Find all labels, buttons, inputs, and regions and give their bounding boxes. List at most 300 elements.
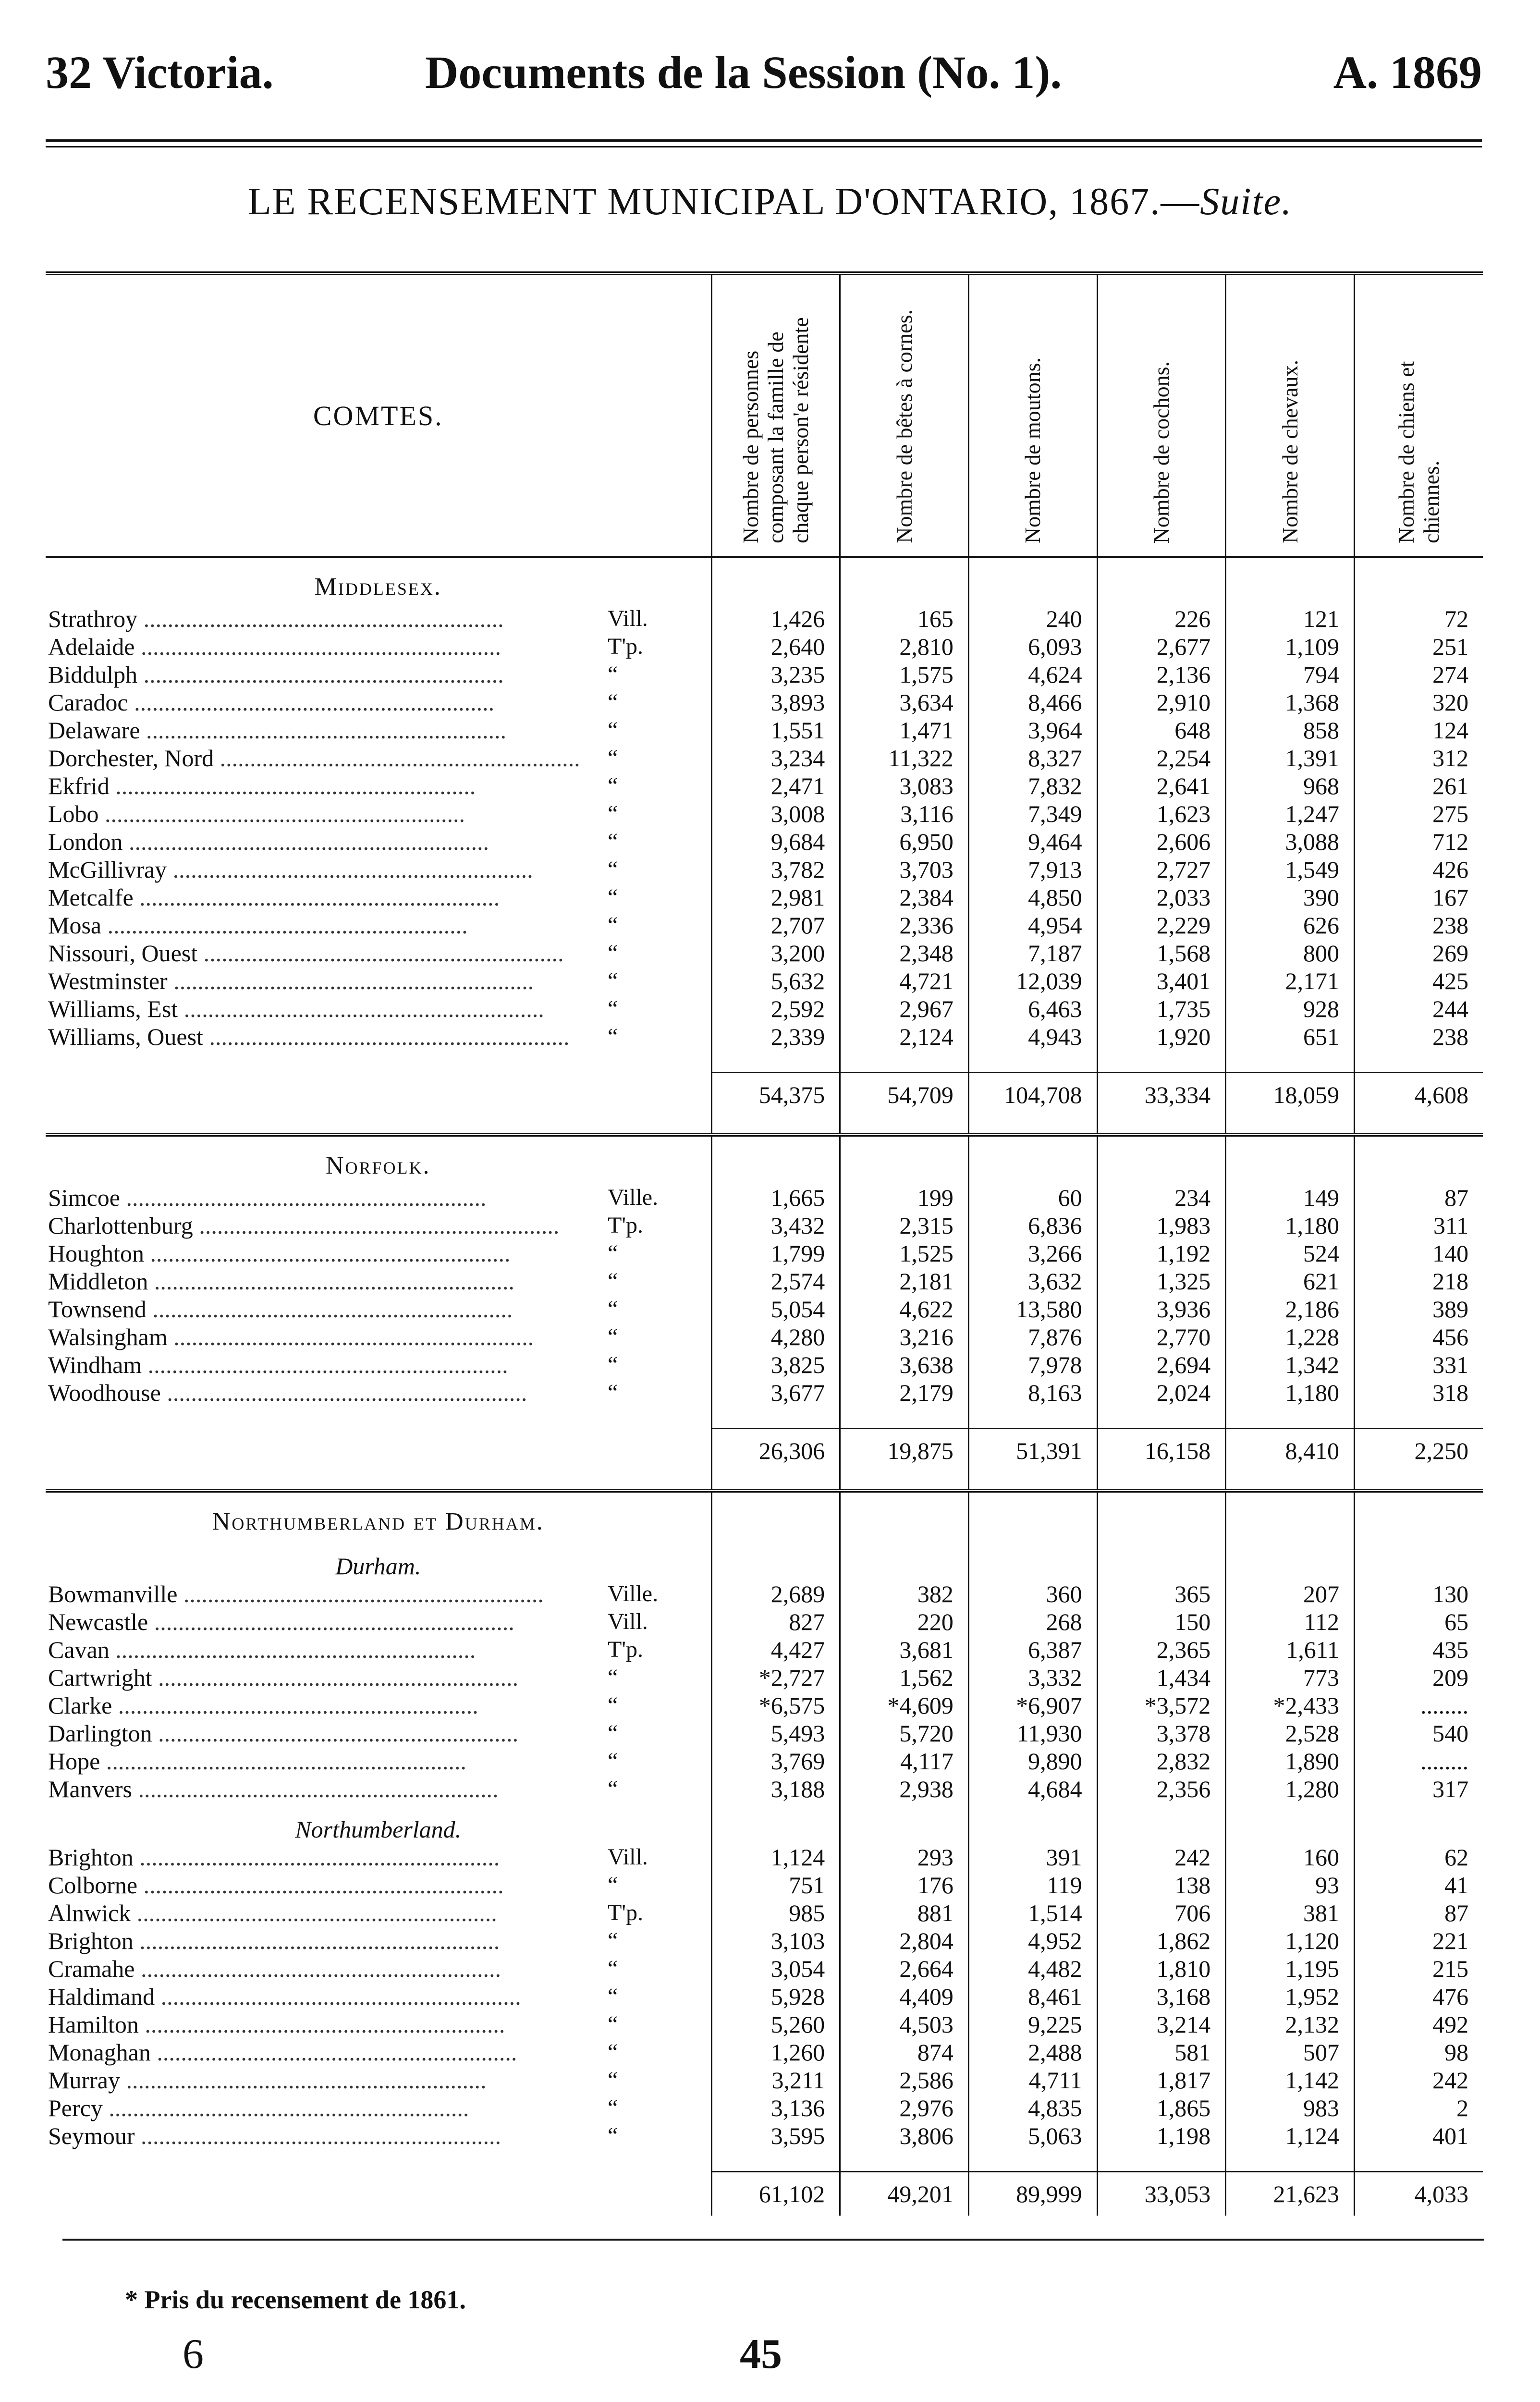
table-cell-value: 389 xyxy=(1354,1295,1483,1323)
table-cell-value: 4,117 xyxy=(840,1747,969,1775)
municipality-name: Charlottenburg xyxy=(48,1212,193,1239)
table-cell-empty xyxy=(1097,1491,1226,1540)
table-cell-type: T'p. xyxy=(608,1637,643,1662)
table-row xyxy=(46,1747,1483,1775)
table-cell-name: Dorchester, Nord ............................................................ xyxy=(48,745,580,772)
table-cell-name: Colborne ............................................................ xyxy=(48,1872,504,1899)
table-cell-value: 492 xyxy=(1354,2010,1483,2038)
table-cell-empty xyxy=(711,1540,840,1580)
table-cell-value: 2,024 xyxy=(1097,1379,1226,1407)
table-cell-empty xyxy=(1097,2150,1226,2172)
table-cell-value: 165 xyxy=(840,605,969,633)
table-cell-value: 2,586 xyxy=(840,2066,969,2094)
municipality-name: Townsend xyxy=(48,1296,147,1323)
table-cell-empty xyxy=(1226,557,1355,605)
header-right: A. 1869 xyxy=(1333,47,1482,98)
table-cell-empty xyxy=(1097,1116,1226,1135)
table-cell-name: Darlington ............................................................ xyxy=(48,1720,519,1747)
municipality-name: Cavan xyxy=(48,1636,110,1663)
table-row xyxy=(46,2038,1483,2066)
table-cell-value: 2,136 xyxy=(1097,661,1226,688)
total-row xyxy=(46,2172,1483,2216)
table-cell-value: 2,677 xyxy=(1097,633,1226,661)
table-cell-type: “ xyxy=(608,1240,618,1266)
table-row xyxy=(46,688,1483,716)
table-cell-value: 226 xyxy=(1097,605,1226,633)
table-cell-value: 435 xyxy=(1354,1636,1483,1664)
table-row xyxy=(46,1323,1483,1351)
table-cell-empty xyxy=(711,557,840,605)
table-row xyxy=(46,1184,1483,1212)
table-cell-empty xyxy=(1097,1135,1226,1184)
table-cell-name: Clarke ............................................................ xyxy=(48,1692,478,1719)
table-cell-value: 140 xyxy=(1354,1239,1483,1267)
table-cell-value: 150 xyxy=(1097,1608,1226,1636)
table-cell-value: 199 xyxy=(840,1184,969,1212)
table-cell-name: Brighton ............................................................ xyxy=(48,1844,500,1871)
table-cell-empty xyxy=(1226,1803,1355,1843)
municipality-name: Hope xyxy=(48,1748,100,1775)
table-cell-type: “ xyxy=(608,1692,618,1718)
footnote: * Pris du recensement de 1861. xyxy=(125,2285,466,2314)
table-row xyxy=(46,1871,1483,1899)
table-cell-empty xyxy=(711,1803,840,1843)
table-cell-value: 62 xyxy=(1354,1843,1483,1871)
separator-cell xyxy=(46,1116,711,1135)
table-cell-value: 112 xyxy=(1226,1608,1355,1636)
table-cell-value: 1,817 xyxy=(1097,2066,1226,2094)
municipality-name: Williams, Est xyxy=(48,995,178,1022)
municipality-name: Haldimand xyxy=(48,1983,155,2010)
table-cell-value: 3,681 xyxy=(840,1636,969,1664)
municipality-name: Cramahe xyxy=(48,1955,135,1982)
table-cell-empty xyxy=(1097,557,1226,605)
table-cell-name: Strathroy ............................................................ xyxy=(48,605,504,632)
table-cell-value: 9,890 xyxy=(968,1747,1097,1775)
municipality-name: Adelaide xyxy=(48,633,135,660)
table-cell-type: “ xyxy=(608,717,618,743)
table-cell-value: 706 xyxy=(1097,1899,1226,1927)
table-row xyxy=(46,1719,1483,1747)
separator-cell xyxy=(46,1472,711,1491)
table-cell-value: 331 xyxy=(1354,1351,1483,1379)
table-cell-value: 581 xyxy=(1097,2038,1226,2066)
spacer-row xyxy=(46,2150,1483,2172)
table-cell-value: 3,401 xyxy=(1097,967,1226,995)
table-cell-value: 274 xyxy=(1354,661,1483,688)
table-row xyxy=(46,883,1483,911)
table-cell-type: “ xyxy=(608,1872,618,1898)
table-cell-name: Williams, Ouest ............................................................ xyxy=(48,1023,570,1050)
table-cell-value: 33,053 xyxy=(1097,2172,1226,2216)
table-cell-value: 2,229 xyxy=(1097,911,1226,939)
page-number: 45 xyxy=(740,2331,782,2377)
table-cell-empty xyxy=(1097,1407,1226,1429)
table-row xyxy=(46,1351,1483,1379)
table-cell-value: 3,168 xyxy=(1097,1983,1226,2010)
table-cell-type: “ xyxy=(608,968,618,993)
municipality-name: Delaware xyxy=(48,717,140,744)
table-cell-type: “ xyxy=(608,1748,618,1774)
table-cell-value: 4,608 xyxy=(1354,1073,1483,1117)
table-cell-value: 167 xyxy=(1354,883,1483,911)
table-cell-value: 3,378 xyxy=(1097,1719,1226,1747)
table-cell-value: 1,952 xyxy=(1226,1983,1355,2010)
column-header-horses: Nombre de chevaux. xyxy=(1226,273,1355,557)
table-cell-value: 4,721 xyxy=(840,967,969,995)
table-cell-value: 8,163 xyxy=(968,1379,1097,1407)
table-cell-type: “ xyxy=(608,2011,618,2037)
table-cell-value: 1,260 xyxy=(711,2038,840,2066)
municipality-name: Percy xyxy=(48,2095,103,2121)
table-cell-value: 7,187 xyxy=(968,939,1097,967)
table-cell-empty xyxy=(711,1135,840,1184)
column-header-comtes: COMTES. xyxy=(46,273,711,557)
table-cell-value: 4,835 xyxy=(968,2094,1097,2122)
table-cell-value: 220 xyxy=(840,1608,969,1636)
table-row xyxy=(46,716,1483,744)
table-cell-empty xyxy=(1354,1491,1483,1540)
table-cell-value: 2,033 xyxy=(1097,883,1226,911)
column-header-dogs: Nombre de chiens et chiennes. xyxy=(1354,273,1483,557)
spacer-cell xyxy=(46,1051,711,1073)
table-cell-value: 2,356 xyxy=(1097,1775,1226,1803)
total-label-cell xyxy=(46,1429,711,1473)
table-cell-value: 2,365 xyxy=(1097,1636,1226,1664)
table-cell-empty xyxy=(968,557,1097,605)
table-cell-empty xyxy=(1354,2150,1483,2172)
table-cell-value: 9,464 xyxy=(968,828,1097,856)
table-cell-name: Monaghan ............................................................ xyxy=(48,2039,517,2066)
municipality-name: Brighton xyxy=(48,1927,134,1954)
municipality-name: Caradoc xyxy=(48,689,128,716)
table-cell-value: 524 xyxy=(1226,1239,1355,1267)
table-cell-empty xyxy=(1226,1135,1355,1184)
table-cell-value: 1,342 xyxy=(1226,1351,1355,1379)
table-cell-value: 4,280 xyxy=(711,1323,840,1351)
table-cell-type: “ xyxy=(608,884,618,910)
table-cell-value: 54,709 xyxy=(840,1073,969,1117)
table-cell-value: 1,109 xyxy=(1226,633,1355,661)
table-cell-type: “ xyxy=(608,745,618,771)
table-cell-value: 983 xyxy=(1226,2094,1355,2122)
municipality-name: Mosa xyxy=(48,912,102,939)
table-row xyxy=(46,1664,1483,1691)
table-cell-value: 312 xyxy=(1354,744,1483,772)
table-cell-value: 2,938 xyxy=(840,1775,969,1803)
table-cell-value: 268 xyxy=(968,1608,1097,1636)
subsection-header-row xyxy=(46,1540,1483,1580)
table-cell-type: T'p. xyxy=(608,1213,643,1238)
table-cell-value: 1,525 xyxy=(840,1239,969,1267)
table-cell-name: Simcoe ............................................................ xyxy=(48,1184,487,1211)
table-cell-name: Murray ............................................................ xyxy=(48,2067,487,2094)
table-cell-empty xyxy=(968,1051,1097,1073)
spacer-row xyxy=(46,1051,1483,1073)
table-cell-value: 2,810 xyxy=(840,633,969,661)
municipality-name: Williams, Ouest xyxy=(48,1023,203,1050)
census-table xyxy=(46,271,1483,2216)
table-cell-value: 881 xyxy=(840,1899,969,1927)
table-cell-type: “ xyxy=(608,1956,618,1981)
table-cell-empty xyxy=(1097,1472,1226,1491)
title-suite: Suite. xyxy=(1200,181,1293,223)
table-cell-value: 18,059 xyxy=(1226,1073,1355,1117)
table-cell-value: 60 xyxy=(968,1184,1097,1212)
table-cell-value: 1,426 xyxy=(711,605,840,633)
table-cell-value: 794 xyxy=(1226,661,1355,688)
table-cell-name: Manvers ............................................................ xyxy=(48,1776,499,1802)
table-cell-name: Biddulph ............................................................ xyxy=(48,661,504,688)
table-cell-value: 426 xyxy=(1354,856,1483,883)
table-cell-value: 2,689 xyxy=(711,1580,840,1608)
table-cell-value: 2,832 xyxy=(1097,1747,1226,1775)
table-cell-value: 3,214 xyxy=(1097,2010,1226,2038)
table-row xyxy=(46,1580,1483,1608)
table-row xyxy=(46,995,1483,1023)
table-cell-value: 19,875 xyxy=(840,1429,969,1473)
table-cell-value: 1,124 xyxy=(1226,2122,1355,2150)
table-cell-value: 712 xyxy=(1354,828,1483,856)
subsection-header-row xyxy=(46,1803,1483,1843)
table-cell-value: 221 xyxy=(1354,1927,1483,1955)
table-cell-empty xyxy=(968,1116,1097,1135)
table-cell-type: “ xyxy=(608,1268,618,1294)
table-cell-value: 3,188 xyxy=(711,1775,840,1803)
table-cell-type: Vill. xyxy=(608,1844,648,1870)
municipality-name: Lobo xyxy=(48,800,99,827)
municipality-name: Woodhouse xyxy=(48,1379,161,1406)
table-cell-value: 3,136 xyxy=(711,2094,840,2122)
table-row xyxy=(46,911,1483,939)
table-cell-value: 4,711 xyxy=(968,2066,1097,2094)
table-cell-name: Bowmanville ............................................................ xyxy=(48,1581,544,1607)
table-cell-name: Charlottenburg ............................................................ xyxy=(48,1212,560,1239)
table-cell-value: 1,562 xyxy=(840,1664,969,1691)
table-cell-value: 160 xyxy=(1226,1843,1355,1871)
table-cell-value: 5,928 xyxy=(711,1983,840,2010)
table-cell-value: 4,033 xyxy=(1354,2172,1483,2216)
table-cell-value: 2,179 xyxy=(840,1379,969,1407)
table-cell-value: 7,913 xyxy=(968,856,1097,883)
table-cell-value: 2,254 xyxy=(1097,744,1226,772)
column-header-cattle: Nombre de bêtes à cornes. xyxy=(840,273,969,557)
table-cell-value: 49,201 xyxy=(840,2172,969,2216)
table-cell-value: 1,568 xyxy=(1097,939,1226,967)
table-cell-value: 275 xyxy=(1354,800,1483,828)
table-cell-value: 1,124 xyxy=(711,1843,840,1871)
table-cell-value: 1,142 xyxy=(1226,2066,1355,2094)
table-cell-value: 456 xyxy=(1354,1323,1483,1351)
table-row xyxy=(46,744,1483,772)
table-row xyxy=(46,1295,1483,1323)
table-cell-value: 1,623 xyxy=(1097,800,1226,828)
running-header xyxy=(46,46,1482,108)
table-cell-value: 1,862 xyxy=(1097,1927,1226,1955)
municipality-name: Clarke xyxy=(48,1692,112,1719)
table-cell-value: 401 xyxy=(1354,2122,1483,2150)
table-cell-value: 648 xyxy=(1097,716,1226,744)
table-cell-empty xyxy=(840,2150,969,2172)
separator-row xyxy=(46,1116,1483,1135)
municipality-name: Colborne xyxy=(48,1872,138,1899)
table-cell-value: 87 xyxy=(1354,1899,1483,1927)
table-cell-value: 2 xyxy=(1354,2094,1483,2122)
table-cell-name: Cartwright ............................................................ xyxy=(48,1664,519,1691)
table-cell-empty xyxy=(711,1116,840,1135)
table-cell-value: 2,694 xyxy=(1097,1351,1226,1379)
table-cell-name: Haldimand ............................................................ xyxy=(48,1983,521,2010)
table-cell-empty xyxy=(840,1472,969,1491)
table-cell-value: 3,638 xyxy=(840,1351,969,1379)
table-cell-value: 4,624 xyxy=(968,661,1097,688)
table-cell-type: “ xyxy=(608,829,618,854)
table-cell-value: 104,708 xyxy=(968,1073,1097,1117)
table-cell-value: 1,120 xyxy=(1226,1927,1355,1955)
table-cell-value: 381 xyxy=(1226,1899,1355,1927)
municipality-name: Houghton xyxy=(48,1240,144,1267)
table-cell-value: 138 xyxy=(1097,1871,1226,1899)
table-cell-value: 2,348 xyxy=(840,939,969,967)
table-cell-empty xyxy=(1354,1135,1483,1184)
table-cell-value: 3,632 xyxy=(968,1267,1097,1295)
table-cell-type: Ville. xyxy=(608,1185,659,1210)
table-cell-value: *2,433 xyxy=(1226,1691,1355,1719)
municipality-name: Biddulph xyxy=(48,661,138,688)
table-cell-empty xyxy=(968,1491,1097,1540)
table-cell-type: “ xyxy=(608,1928,618,1953)
table-row xyxy=(46,1379,1483,1407)
table-cell-empty xyxy=(968,1407,1097,1429)
table-cell-value: 1,471 xyxy=(840,716,969,744)
table-cell-value: 3,806 xyxy=(840,2122,969,2150)
table-cell-value: 149 xyxy=(1226,1184,1355,1212)
table-cell-value: 1,180 xyxy=(1226,1212,1355,1239)
title-text: LE RECENSEMENT MUNICIPAL D'ONTARIO, 1867.— xyxy=(247,181,1200,223)
table-cell-value: *3,572 xyxy=(1097,1691,1226,1719)
table-cell-value: 13,580 xyxy=(968,1295,1097,1323)
table-cell-name: Caradoc ............................................................ xyxy=(48,689,495,716)
table-cell-value: 3,634 xyxy=(840,688,969,716)
table-cell-value: 61,102 xyxy=(711,2172,840,2216)
table-cell-value: 5,720 xyxy=(840,1719,969,1747)
table-cell-value: 5,054 xyxy=(711,1295,840,1323)
table-cell-value: 2,488 xyxy=(968,2038,1097,2066)
table-cell-value: 1,799 xyxy=(711,1239,840,1267)
header-rule xyxy=(46,139,1482,147)
table-cell-empty xyxy=(1354,1803,1483,1843)
table-cell-value: 3,083 xyxy=(840,772,969,800)
table-cell-value: 2,727 xyxy=(1097,856,1226,883)
table-cell-empty xyxy=(968,1135,1097,1184)
table-cell-value: 1,180 xyxy=(1226,1379,1355,1407)
table-row xyxy=(46,1239,1483,1267)
table-cell-value: 6,093 xyxy=(968,633,1097,661)
table-cell-value: 3,088 xyxy=(1226,828,1355,856)
municipality-name: Darlington xyxy=(48,1720,152,1747)
table-cell-value: 5,260 xyxy=(711,2010,840,2038)
municipality-name: Monaghan xyxy=(48,2039,151,2066)
table-cell-value: 2,606 xyxy=(1097,828,1226,856)
section-header-row xyxy=(46,1491,1483,1540)
total-label-cell xyxy=(46,2172,711,2216)
table-cell-value: 3,200 xyxy=(711,939,840,967)
table-cell-name: Brighton ............................................................ xyxy=(48,1927,500,1954)
table-cell-value: 2,707 xyxy=(711,911,840,939)
table-body xyxy=(46,557,1483,2216)
table-cell-name: Seymour ............................................................ xyxy=(48,2122,501,2149)
table-cell-value: 3,432 xyxy=(711,1212,840,1239)
table-cell-value: 1,192 xyxy=(1097,1239,1226,1267)
table-cell-value: 1,890 xyxy=(1226,1747,1355,1775)
table-cell-value: 311 xyxy=(1354,1212,1483,1239)
table-row xyxy=(46,1899,1483,1927)
table-cell-empty xyxy=(840,1491,969,1540)
table-cell-value: 2,336 xyxy=(840,911,969,939)
table-row xyxy=(46,828,1483,856)
table-cell-name: Westminster ............................................................ xyxy=(48,968,534,994)
table-cell-value: 751 xyxy=(711,1871,840,1899)
table-cell-value: 3,103 xyxy=(711,1927,840,1955)
table-cell-value: 3,054 xyxy=(711,1955,840,1983)
table-cell-empty xyxy=(968,1472,1097,1491)
table-cell-type: Vill. xyxy=(608,1609,648,1634)
table-cell-empty xyxy=(840,1540,969,1580)
table-cell-value: 391 xyxy=(968,1843,1097,1871)
spacer-cell xyxy=(46,1407,711,1429)
table-cell-type: “ xyxy=(608,662,618,687)
section-header-row xyxy=(46,1135,1483,1184)
table-cell-value: 2,967 xyxy=(840,995,969,1023)
table-row xyxy=(46,939,1483,967)
table-cell-value: 130 xyxy=(1354,1580,1483,1608)
municipality-name: Cartwright xyxy=(48,1664,152,1691)
subsection-title: Durham. xyxy=(335,1553,421,1580)
table-row xyxy=(46,1608,1483,1636)
table-cell-value: 121 xyxy=(1226,605,1355,633)
municipality-name: Brighton xyxy=(48,1844,134,1871)
table-cell-value: 2,910 xyxy=(1097,688,1226,716)
table-cell-value: 3,266 xyxy=(968,1239,1097,1267)
table-cell-value: 1,228 xyxy=(1226,1323,1355,1351)
table-cell-empty xyxy=(1226,1540,1355,1580)
table-cell-value: 11,322 xyxy=(840,744,969,772)
spacer-cell xyxy=(46,2150,711,2172)
table-cell-value: 238 xyxy=(1354,1023,1483,1051)
table-cell-empty xyxy=(1097,1803,1226,1843)
table-cell-empty xyxy=(1226,1407,1355,1429)
table-cell-empty xyxy=(840,1051,969,1073)
table-cell-value: 874 xyxy=(840,2038,969,2066)
table-cell-value: 968 xyxy=(1226,772,1355,800)
subsection-title: Northumberland. xyxy=(295,1816,462,1843)
table-cell-value: 2,770 xyxy=(1097,1323,1226,1351)
table-row xyxy=(46,1983,1483,2010)
table-cell-value: 9,684 xyxy=(711,828,840,856)
table-cell-value: 6,950 xyxy=(840,828,969,856)
table-cell-name: Houghton ............................................................ xyxy=(48,1240,511,1267)
total-row xyxy=(46,1073,1483,1117)
table-cell-type: “ xyxy=(608,1324,618,1349)
table-cell-value: 1,810 xyxy=(1097,1955,1226,1983)
table-cell-value: 65 xyxy=(1354,1608,1483,1636)
table-row xyxy=(46,967,1483,995)
header-left: 32 Victoria. xyxy=(46,47,274,98)
table-cell-type: “ xyxy=(608,2067,618,2093)
table-cell-value: 3,782 xyxy=(711,856,840,883)
table-cell-value: 2,339 xyxy=(711,1023,840,1051)
municipality-name: Murray xyxy=(48,2067,120,2094)
